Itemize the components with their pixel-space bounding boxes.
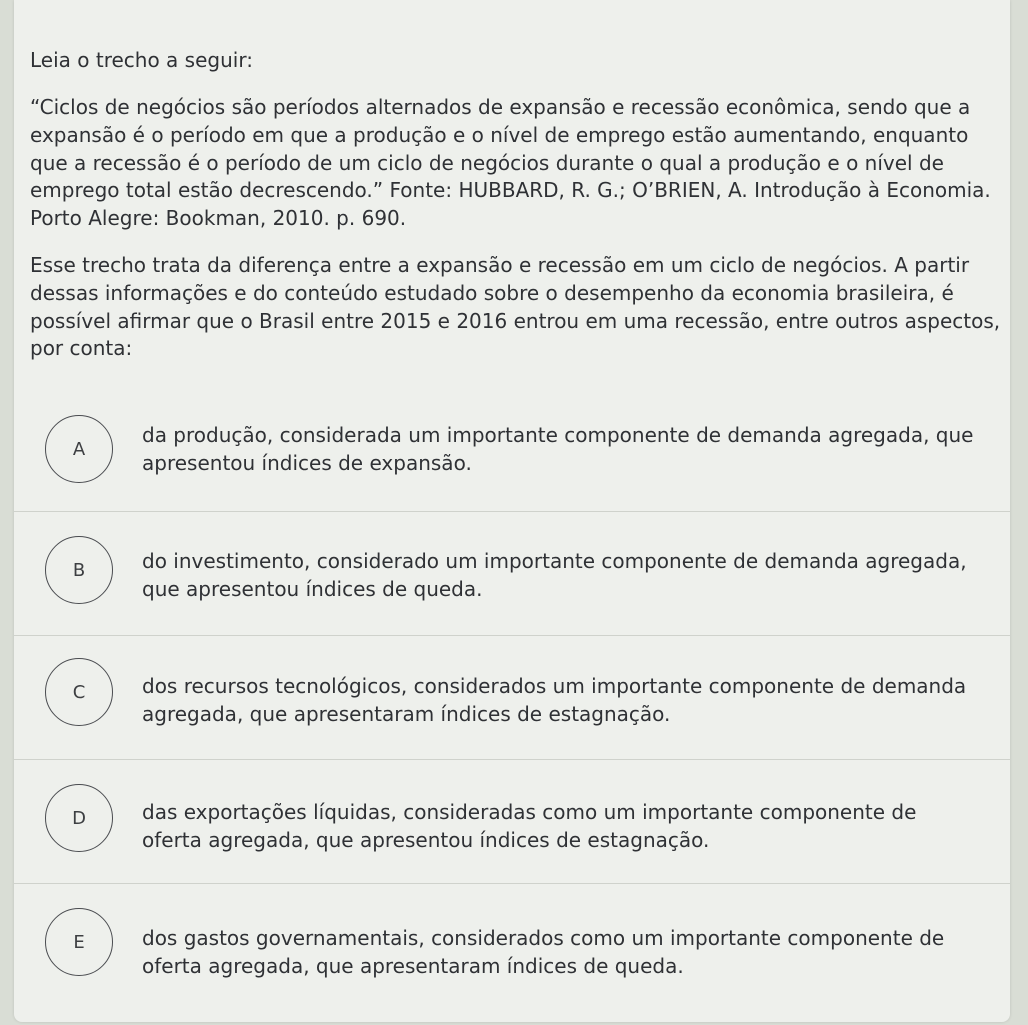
question-card xyxy=(14,0,1010,1022)
option-d-letter-circle[interactable]: D xyxy=(45,784,113,852)
option-c[interactable] xyxy=(14,635,1010,760)
quote-text: “Ciclos de negócios são períodos alternados de expansão e recessão econômica, sendo que a expansão é o período em que a produção e o nível de emprego estão aumentando, enquanto que a recessão é o período de um ciclo de negócios durante o qual a produção e o nível de emprego total estão decrescendo.” Fonte: HUBBARD, R. G.; O’BRIEN, A. Introdução à Economia. Porto Alegre: Bookman, 2010. p. 690. xyxy=(30,95,991,231)
option-b-text: do investimento, considerado um importante componente de demanda agregada, que apresentou índices de queda. xyxy=(142,549,967,601)
option-a[interactable] xyxy=(14,387,1010,511)
option-b-letter-circle[interactable]: B xyxy=(45,536,113,604)
option-a-letter-circle[interactable]: A xyxy=(45,415,113,483)
option-a-text: da produção, considerada um importante componente de demanda agregada, que apresentou índices de expansão. xyxy=(142,423,974,475)
option-e[interactable] xyxy=(14,883,1010,1008)
option-c-letter-circle[interactable]: C xyxy=(45,658,113,726)
option-e-text: dos gastos governamentais, considerados como um importante componente de oferta agregada, que apresentaram índices de queda. xyxy=(142,926,945,978)
option-b[interactable] xyxy=(14,511,1010,636)
option-c-text: dos recursos tecnológicos, considerados um importante componente de demanda agregada, que apresentaram índices de estagnação. xyxy=(142,674,967,726)
option-d-text: das exportações líquidas, consideradas como um importante componente de oferta agregada, que apresentou índices de estagnação. xyxy=(142,800,917,852)
prompt-label: Leia o trecho a seguir: xyxy=(30,48,253,72)
option-d[interactable] xyxy=(14,759,1010,884)
question-text: Esse trecho trata da diferença entre a expansão e recessão em um ciclo de negócios. A partir dessas informações e do conteúdo estudado sobre o desempenho da economia brasileira, é possível afirmar que o Brasil entre 2015 e 2016 entrou em uma recessão, entre outros aspectos, por conta: xyxy=(30,253,1001,361)
option-e-letter-circle[interactable]: E xyxy=(45,908,113,976)
